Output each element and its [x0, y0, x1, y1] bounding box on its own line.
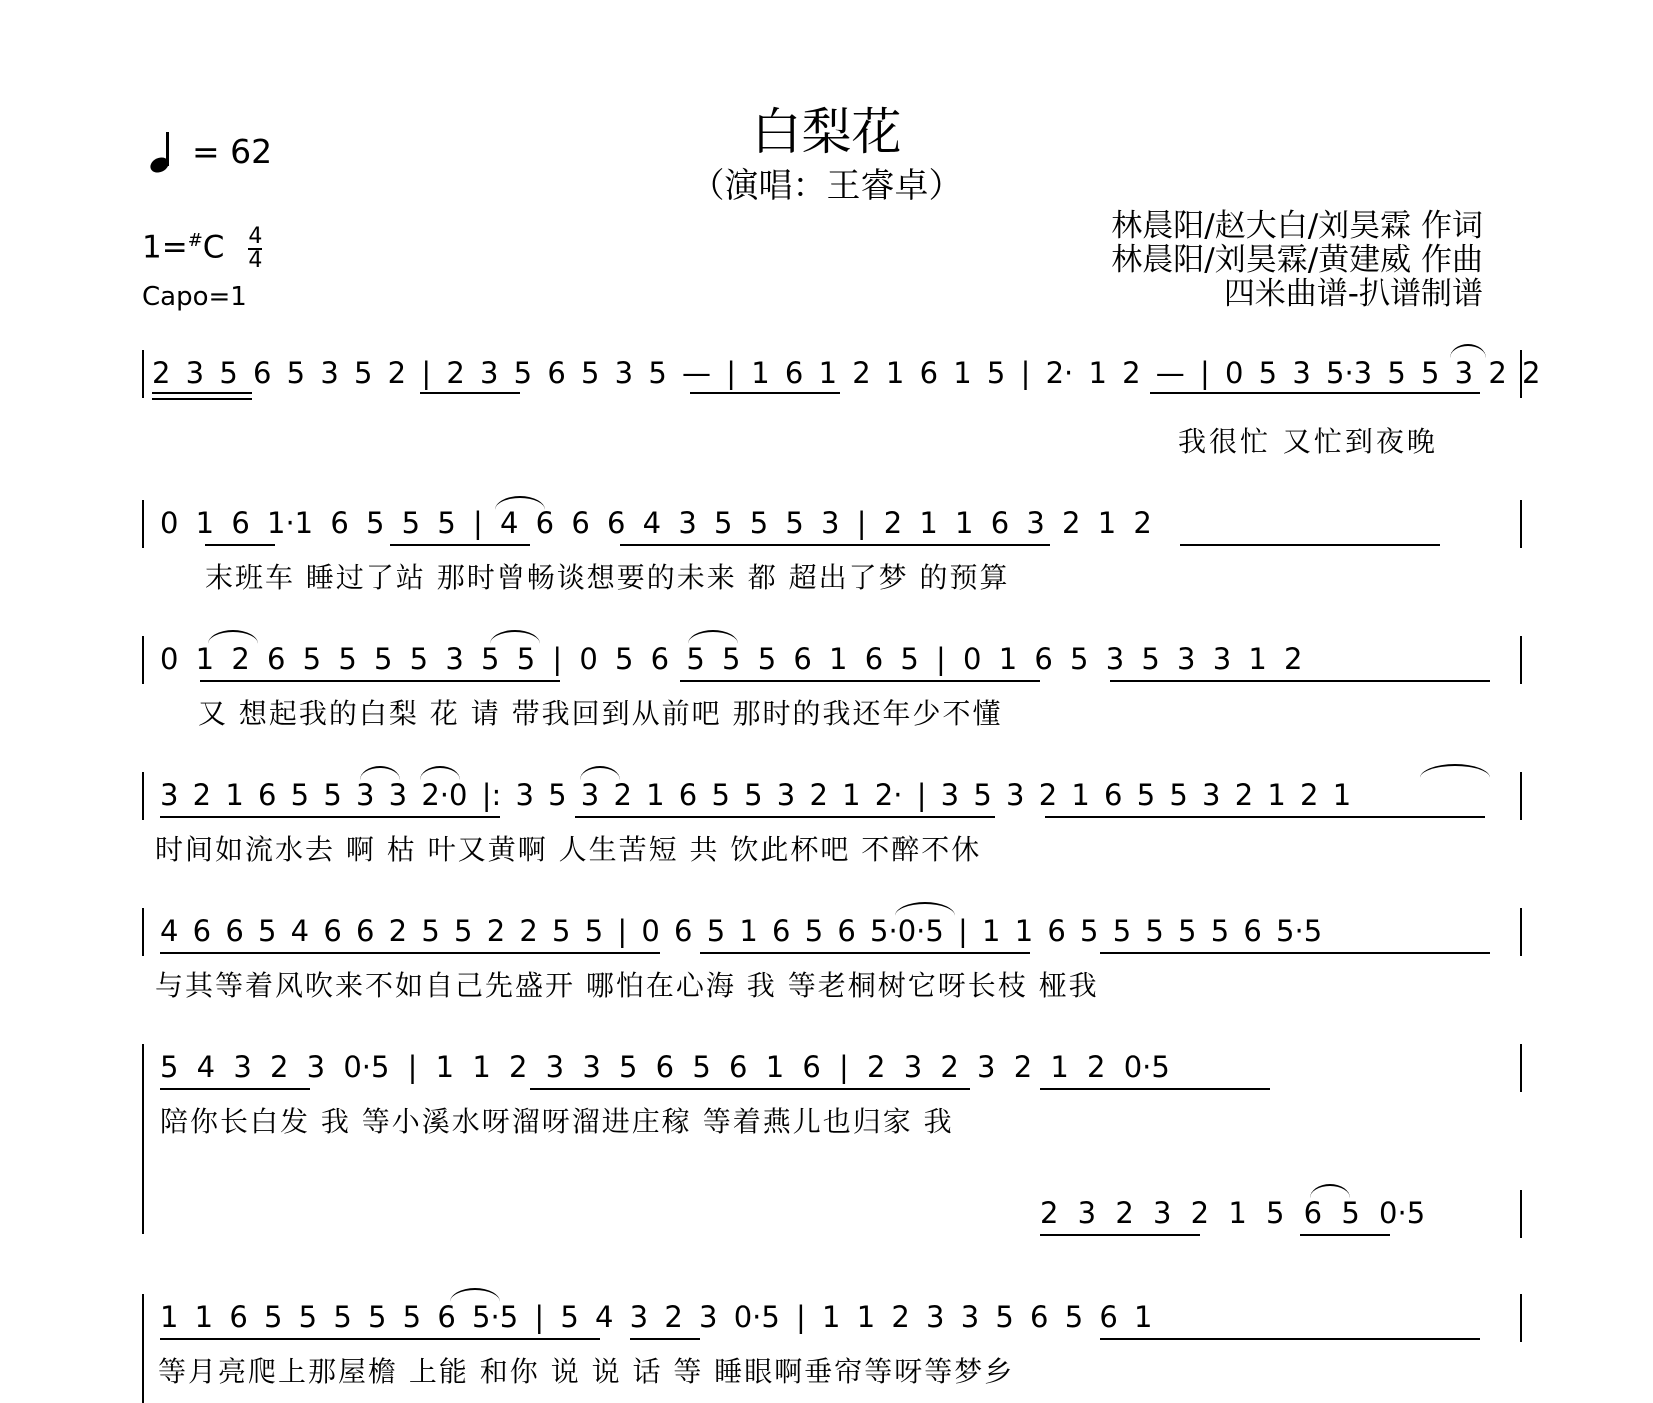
barline [142, 772, 144, 820]
notes-line: 3 2 1 6 5 5 3 3 2·0 |: 3 5 3 2 1 6 5 5 3 2 1 2· | 3 5 3 2 1 6 5 5 3 2 1 2 1 [160, 778, 1352, 812]
underline [1045, 816, 1485, 818]
slur [580, 766, 620, 780]
slur [1310, 1184, 1350, 1198]
time-bottom: 4 [248, 248, 263, 273]
underline [160, 816, 500, 818]
barline [1520, 908, 1522, 956]
underline [530, 1088, 970, 1090]
slur [360, 766, 400, 780]
slur [420, 766, 460, 780]
capo-label: Capo=1 [142, 282, 247, 312]
underline [1150, 392, 1480, 394]
tempo-marking [150, 132, 272, 172]
underline [1100, 952, 1490, 954]
lyricist-credit: 林晨阳/赵大白/刘昊霖 作词 [1111, 208, 1483, 244]
tempo-value: = 62 [192, 132, 273, 171]
composer-credit: 林晨阳/刘昊霖/黄建威 作曲 [1111, 242, 1483, 278]
underline [200, 680, 560, 682]
notes-line: 5 4 3 2 3 0·5 | 1 1 2 3 3 5 6 5 6 1 6 | 2 3 2 3 2 1 2 0·5 [160, 1050, 1170, 1084]
lyrics-line: 我很忙 又忙到夜晚 [1178, 425, 1438, 458]
underline [620, 544, 1050, 546]
barline [142, 350, 144, 398]
barline [142, 636, 144, 684]
barline [142, 1044, 144, 1234]
underline [680, 680, 1040, 682]
underline [1300, 1234, 1390, 1236]
lyrics-line: 陪你长白发 我 等小溪水呀溜呀溜进庄稼 等着燕儿也归家 我 [160, 1105, 954, 1138]
underline [390, 544, 530, 546]
underline [1100, 1338, 1480, 1340]
barline [1520, 1294, 1522, 1342]
underline [630, 1338, 700, 1340]
lyrics-line: 末班车 睡过了站 那时曾畅谈想要的未来 都 超出了梦 的预算 [205, 561, 1010, 594]
notes-line: 1 1 6 5 5 5 5 5 6 5·5 | 5 4 3 2 3 0·5 | 1 1 2 3 3 5 6 5 6 1 [160, 1300, 1153, 1334]
barline [1520, 772, 1522, 820]
underline [152, 398, 252, 400]
song-title: 白梨花 [751, 103, 902, 161]
slur [450, 1288, 500, 1302]
barline [1520, 500, 1522, 548]
barline [1520, 1044, 1522, 1092]
notes-line: 2 3 5 6 5 3 5 2 | 2 3 5 6 5 3 5 — | 1 6 1 2 1 6 1 5 | 2· 1 2 — | 0 5 3 5·3 5 5 3 2 2 [152, 356, 1541, 390]
slur [1420, 764, 1490, 778]
underline [160, 952, 660, 954]
underline [420, 392, 520, 394]
underline [1040, 1234, 1200, 1236]
underline [1040, 1088, 1270, 1090]
time-top: 4 [248, 224, 263, 249]
barline [1520, 636, 1522, 684]
song-subtitle: （演唱：王睿卓） [690, 166, 963, 206]
underline [690, 392, 840, 394]
underline [575, 816, 995, 818]
slur [490, 630, 540, 644]
notes-line: 2 3 2 3 2 1 5 6 5 0·5 [1040, 1196, 1426, 1230]
lyrics-line: 又 想起我的白梨 花 请 带我回到从前吧 那时的我还年少不懂 [198, 697, 1003, 730]
notes-line: 0 1 6 1·1 6 5 5 5 | 4 6 6 6 4 3 5 5 5 3 | 2 1 1 6 3 2 1 2 [160, 506, 1152, 540]
lyrics-line: 等月亮爬上那屋檐 上能 和你 说 说 话 等 睡眼啊垂帘等呀等梦乡 [158, 1355, 1015, 1388]
key-note: C [202, 229, 225, 266]
underline [152, 392, 252, 394]
slur [495, 496, 545, 510]
underline [160, 1088, 310, 1090]
slur [895, 902, 955, 916]
maker-credit: 四米曲谱-扒谱制谱 [1223, 276, 1483, 312]
underline [1180, 544, 1440, 546]
slur [688, 630, 738, 644]
underline [205, 544, 275, 546]
key-prefix: 1= [142, 229, 188, 266]
barline [142, 908, 144, 956]
notes-line: 4 6 6 5 4 6 6 2 5 5 2 2 5 5 | 0 6 5 1 6 5 6 5·0·5 | 1 1 6 5 5 5 5 5 6 5·5 [160, 914, 1323, 948]
time-signature [248, 226, 262, 272]
underline [700, 952, 1030, 954]
barline [142, 500, 144, 548]
quarter-note-icon [150, 136, 172, 172]
slur [1450, 344, 1486, 358]
underline [1110, 680, 1490, 682]
barline [1520, 1190, 1522, 1238]
lyrics-line: 时间如流水去 啊 枯 叶又黄啊 人生苦短 共 饮此杯吧 不醉不休 [155, 833, 982, 866]
key-signature [142, 226, 262, 272]
lyrics-line: 与其等着风吹来不如自己先盛开 哪怕在心海 我 等老桐树它呀长枝 桠我 [155, 969, 1099, 1002]
slur [208, 630, 258, 644]
sharp-sign: # [187, 230, 203, 252]
underline [160, 1338, 600, 1340]
barline [142, 1294, 144, 1403]
notes-line: 0 1 2 6 5 5 5 5 3 5 5 | 0 5 6 5 5 5 6 1 6 5 | 0 1 6 5 3 5 3 3 1 2 [160, 642, 1303, 676]
